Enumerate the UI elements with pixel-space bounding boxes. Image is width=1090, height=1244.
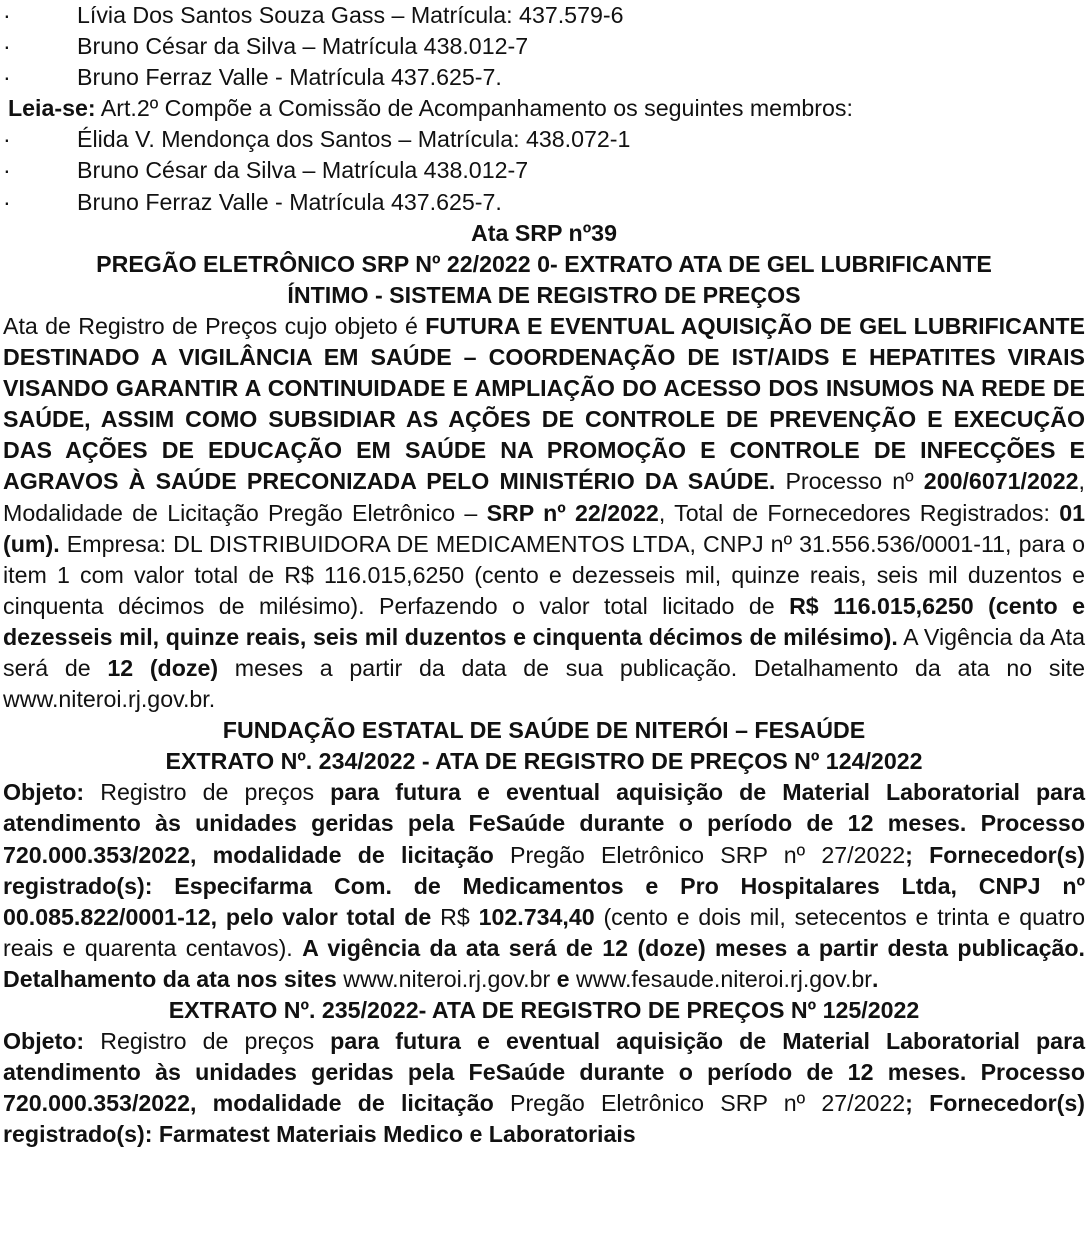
list-item: [3, 187, 1085, 218]
bullet: ·: [3, 188, 11, 215]
member-name: Bruno César da Silva – Matrícula 438.012-7: [77, 33, 529, 60]
list-item: [3, 155, 1085, 186]
ata-title: Ata SRP nº39: [471, 219, 617, 246]
text-run: Ata de Registro de Preços cujo objeto é: [3, 312, 426, 339]
bold-run: .: [872, 965, 879, 992]
text-run: (cento e dois mil, setecentos e trinta e quatro reais e quarenta centavos).: [3, 903, 1085, 961]
text-run: www.fesaude.niteroi.rj.gov.br: [569, 965, 873, 992]
text-run: Processo nº: [775, 468, 924, 495]
leia-se-line: [3, 93, 1085, 124]
bullet: ·: [3, 157, 11, 184]
text-run: Empresa: DL DISTRIBUIDORA DE MEDICAMENTOS LTDA, CNPJ nº 31.556.536/0001-11, para o item 1 com valor total de R$ 116.015,6250 (cento e dezesseis mil, quinze reais, seis mil duzentos e cinquenta décimos de milésimo). Perfazendo o valor total licitado de: [3, 530, 1085, 619]
bold-run: R$ 116.015,6250 (cento e dezesseis mil, quinze reais, seis mil duzentos e cinquenta décimos de milésimo).: [3, 592, 1085, 650]
bullet: ·: [3, 2, 11, 28]
bullet: ·: [3, 126, 11, 153]
ata-subtitle: ÍNTIMO - SISTEMA DE REGISTRO DE PREÇOS: [287, 281, 801, 308]
text-run: R$: [431, 903, 479, 930]
bold-run: 12 (doze): [107, 654, 219, 681]
member-name: Bruno César da Silva – Matrícula 438.012-7: [77, 157, 529, 184]
extrato-title: EXTRATO Nº. 234/2022 - ATA DE REGISTRO DE PREÇOS Nº 124/2022: [165, 748, 923, 775]
list-item: [3, 31, 1085, 62]
bold-run: 01 (um).: [3, 499, 1085, 557]
text-run: A Vigência da Ata será de: [3, 623, 1085, 681]
bullet: ·: [3, 33, 11, 60]
bold-run: para futura e eventual aquisição de Material Laboratorial para atendimento às unidades geridas pela FeSaúde durante o período de 12 meses. Processo 720.000.353/2022, modalidade de licitação: [3, 779, 1085, 868]
text-run: Registro de preços: [84, 779, 331, 806]
member-name: Élida V. Mendonça dos Santos – Matrícula: 438.072-1: [77, 126, 631, 153]
leia-se-label: Leia-se:: [8, 95, 96, 122]
ata-paragraph: [3, 311, 1085, 715]
text-run: , Total de Fornecedores Registrados:: [658, 499, 1060, 526]
list-item: [3, 124, 1085, 155]
bold-run: A vigência da ata será de 12 (doze) meses a partir desta publicação. Detalhamento da ata nos sites: [3, 934, 1086, 992]
bold-run: SRP nº 22/2022: [486, 499, 659, 526]
bold-run: ; Fornecedor(s) registrado(s): Especifarma Com. de Medicamentos e Pro Hospitalares Ltda, CNPJ nº 00.085.822/0001-12, pelo valor total de: [3, 841, 1086, 930]
extrato-title: EXTRATO Nº. 235/2022- ATA DE REGISTRO DE PREÇOS Nº 125/2022: [168, 997, 920, 1023]
text-run: meses a partir da data de sua publicação. Detalhamento da ata no site www.niteroi.rj.gov.br.: [3, 654, 1085, 713]
text-run: www.niteroi.rj.gov.br: [336, 965, 557, 992]
text-run: , Modalidade de Licitação Pregão Eletrônico –: [3, 468, 1085, 526]
text-run: Pregão Eletrônico SRP nº 27/2022: [493, 841, 906, 868]
leia-se-text: Art.2º Compõe a Comissão de Acompanhamento os seguintes membros:: [95, 95, 853, 122]
bold-run: 200/6071/2022: [923, 468, 1079, 495]
ata-subtitle: PREGÃO ELETRÔNICO SRP Nº 22/2022 0- EXTRATO ATA DE GEL LUBRIFICANTE: [96, 250, 992, 277]
bold-run: FUTURA E EVENTUAL AQUISIÇÃO DE GEL LUBRIFICANTE DESTINADO A VIGILÂNCIA EM SAÚDE – COORDENAÇÃO DE IST/AIDS E HEPATITES VIRAIS VISANDO GARANTIR A CONTINUIDADE E AMPLIAÇÃO DO ACESSO DOS INSUMOS NA REDE DE SAÚDE, ASSIM COMO SUBSIDIAR AS AÇÕES DE CONTROLE DE PREVENÇÃO E EXECUÇÃO DAS AÇÕES DE EDUCAÇÃO EM SAÚDE NA PROMOÇÃO E CONTROLE DE INFECÇÕES E AGRAVOS À SAÚDE PRECONIZADA PELO MINISTÉRIO DA SAÚDE.: [3, 312, 1085, 495]
bold-run: Objeto:: [3, 1028, 85, 1055]
bullet: ·: [3, 64, 11, 91]
extrato-paragraph: [3, 1026, 1085, 1150]
bold-run: 102.734,40: [478, 903, 595, 930]
member-name: Bruno Ferraz Valle - Matrícula 437.625-7.: [77, 64, 502, 91]
bold-run: e: [556, 965, 570, 992]
text-run: Registro de preços: [84, 1028, 331, 1055]
bold-run: ; Fornecedor(s) registrado(s): Farmatest Materiais Medico e Laboratoriais: [3, 1090, 1086, 1148]
bold-run: para futura e eventual aquisição de Material Laboratorial para atendimento às unidades geridas pela FeSaúde durante o período de 12 meses. Processo 720.000.353/2022, modalidade de licitação: [3, 1028, 1085, 1117]
member-name: Bruno Ferraz Valle - Matrícula 437.625-7.: [77, 188, 502, 215]
text-run: Pregão Eletrônico SRP nº 27/2022: [493, 1090, 906, 1117]
list-item: [3, 62, 1085, 93]
extrato-paragraph: [3, 777, 1085, 995]
list-item: [3, 0, 1085, 31]
member-name: Lívia Dos Santos Souza Gass – Matrícula: 437.579-6: [77, 2, 624, 28]
bold-run: Objeto:: [3, 779, 85, 806]
organization-heading: FUNDAÇÃO ESTATAL DE SAÚDE DE NITERÓI – FESAÚDE: [222, 717, 866, 744]
